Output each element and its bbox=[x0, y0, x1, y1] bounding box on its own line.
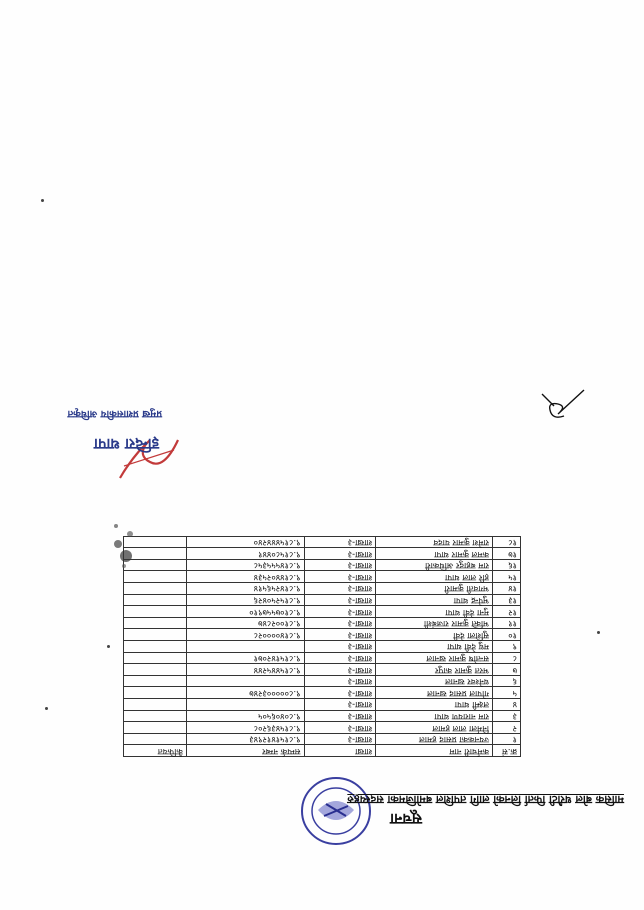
cell-serial: ६ bbox=[493, 675, 521, 687]
header-name: कर्मचारी नाम bbox=[376, 745, 493, 757]
cell-contact bbox=[186, 641, 304, 653]
cell-branch: शाखा-३ bbox=[304, 548, 376, 560]
cell-remarks bbox=[124, 699, 187, 711]
notice-heading: सूचना bbox=[390, 810, 422, 828]
cell-branch: शाखा-३ bbox=[304, 559, 376, 571]
cell-branch: शाखा-३ bbox=[304, 606, 376, 618]
cell-name: ज्यनकका प्रसाद हमाल bbox=[376, 733, 493, 745]
table-header-row bbox=[124, 745, 521, 757]
cell-serial: १३ bbox=[493, 594, 521, 606]
header-branch: शाखा bbox=[304, 745, 376, 757]
cell-contact bbox=[186, 675, 304, 687]
cell-serial: १५ bbox=[493, 571, 521, 583]
cell-remarks bbox=[124, 606, 187, 618]
table-row bbox=[124, 536, 521, 548]
table-row bbox=[124, 571, 521, 583]
cell-contact: ९.८०४०६५०५ bbox=[186, 710, 304, 722]
cell-contact: ९.८१००२८४७ bbox=[186, 617, 304, 629]
table-row bbox=[124, 548, 521, 560]
cell-remarks bbox=[124, 675, 187, 687]
ink-smudge bbox=[100, 508, 146, 576]
cell-branch: शाखा-३ bbox=[304, 699, 376, 711]
cell-remarks bbox=[124, 722, 187, 734]
stamp-title: प्रमुख प्रशासकीय अधिकृत bbox=[67, 408, 162, 419]
table-row bbox=[124, 606, 521, 618]
cell-name: गोपाल प्रसाद खनाल bbox=[376, 687, 493, 699]
cell-serial: ४ bbox=[493, 699, 521, 711]
table-row bbox=[124, 687, 521, 699]
cell-branch: शाखा-३ bbox=[304, 687, 376, 699]
cell-name: सुशिला देवी bbox=[376, 629, 493, 641]
cell-remarks bbox=[124, 664, 187, 676]
table-row bbox=[124, 594, 521, 606]
cell-name: भरत कुमार कापुर bbox=[376, 664, 493, 676]
table-row bbox=[124, 583, 521, 595]
table-row bbox=[124, 617, 521, 629]
cell-remarks bbox=[124, 687, 187, 699]
cell-serial: १४ bbox=[493, 583, 521, 595]
cell-contact: ९.८१५८०४४१ bbox=[186, 548, 304, 560]
cell-serial: १८ bbox=[493, 536, 521, 548]
cell-contact: ९.८१४४०२५३४ bbox=[186, 571, 304, 583]
cell-serial: १२ bbox=[493, 606, 521, 618]
scan-speck bbox=[597, 631, 600, 634]
cell-serial: १७ bbox=[493, 548, 521, 560]
scan-speck bbox=[107, 645, 110, 648]
cell-contact: ९.८१५४४५२४४ bbox=[186, 664, 304, 676]
cell-name: भुपेन्द्र थापा bbox=[376, 594, 493, 606]
cell-name: लक्ष्मी थापा bbox=[376, 699, 493, 711]
signature-mark bbox=[538, 386, 588, 422]
cell-contact: ९.८१५१४१२९४३ bbox=[186, 733, 304, 745]
cell-contact: ९.८१४२५६५१४ bbox=[186, 583, 304, 595]
cell-branch: शाखा-३ bbox=[304, 722, 376, 734]
table-row bbox=[124, 559, 521, 571]
cell-branch: शाखा-३ bbox=[304, 629, 376, 641]
cell-contact: ९.८१०७५५७९१० bbox=[186, 606, 304, 618]
cell-branch: शाखा-३ bbox=[304, 571, 376, 583]
table-row bbox=[124, 733, 521, 745]
header-serial: क्र.सं bbox=[493, 745, 521, 757]
table-row bbox=[124, 699, 521, 711]
cell-branch: शाखा-३ bbox=[304, 536, 376, 548]
cell-name: राम बहादुर अधिकारी bbox=[376, 559, 493, 571]
cell-name: धनेश्वर खनाल bbox=[376, 675, 493, 687]
cell-branch: शाखा-३ bbox=[304, 641, 376, 653]
cell-name: रामेश कुमार यादव bbox=[376, 536, 493, 548]
cell-name: मधु देवी थापा bbox=[376, 641, 493, 653]
table-row bbox=[124, 641, 521, 653]
cell-name: भक्ति कुमार राजबंशी bbox=[376, 617, 493, 629]
cell-remarks bbox=[124, 594, 187, 606]
cell-branch: शाखा-३ bbox=[304, 664, 376, 676]
cell-branch: शाखा-३ bbox=[304, 710, 376, 722]
cell-serial: १६ bbox=[493, 559, 521, 571]
cell-contact: ९.८१५१४२०७१ bbox=[186, 652, 304, 664]
cell-contact bbox=[186, 699, 304, 711]
cell-remarks bbox=[124, 652, 187, 664]
cell-serial: ५ bbox=[493, 687, 521, 699]
cell-remarks bbox=[124, 583, 187, 595]
cell-remarks bbox=[124, 733, 187, 745]
cell-remarks bbox=[124, 641, 187, 653]
cell-name: हरि लाल थापा bbox=[376, 571, 493, 583]
cell-name: भगवती कुमारी bbox=[376, 583, 493, 595]
cell-serial: ११ bbox=[493, 617, 521, 629]
cell-branch: शाखा-३ bbox=[304, 652, 376, 664]
member-table bbox=[123, 536, 521, 757]
cell-contact: ९.८०००००३२४७ bbox=[186, 687, 304, 699]
cell-contact: ९.८१५४३६२०८ bbox=[186, 722, 304, 734]
cell-branch: शाखा-३ bbox=[304, 675, 376, 687]
cell-name: कमल कुमार थापा bbox=[376, 548, 493, 560]
table-row bbox=[124, 664, 521, 676]
cell-serial: १ bbox=[493, 733, 521, 745]
stamp-name: इन्दिरा थापा bbox=[94, 435, 159, 453]
scan-speck bbox=[45, 707, 48, 710]
notice-text-content: मासिक बोल धरौटी फिर्ता लिनको लागि तपशिल बमोजिमका सदस्यहरु bbox=[347, 793, 624, 806]
cell-serial: ८ bbox=[493, 652, 521, 664]
cell-name: निर्मला लाल हमाल bbox=[376, 722, 493, 734]
cell-branch: शाखा-३ bbox=[304, 733, 376, 745]
cell-serial: १० bbox=[493, 629, 521, 641]
cell-contact: ९.८१४५५५३५८ bbox=[186, 559, 304, 571]
table-row bbox=[124, 710, 521, 722]
cell-serial: ९ bbox=[493, 641, 521, 653]
cell-branch: शाखा-३ bbox=[304, 617, 376, 629]
table-row bbox=[124, 652, 521, 664]
cell-name: मुना देवी थापा bbox=[376, 606, 493, 618]
header-remarks: कैफियत bbox=[124, 745, 187, 757]
notice-text bbox=[347, 792, 624, 807]
cell-contact: ९.८१५२५०४२६ bbox=[186, 594, 304, 606]
office-seal bbox=[296, 772, 376, 850]
header-contact: सम्पर्क नम्बर bbox=[186, 745, 304, 757]
table-row bbox=[124, 675, 521, 687]
scan-speck bbox=[41, 199, 44, 202]
cell-remarks bbox=[124, 629, 187, 641]
cell-remarks bbox=[124, 617, 187, 629]
cell-serial: ३ bbox=[493, 710, 521, 722]
cell-contact: ९.८१५४४४२४० bbox=[186, 536, 304, 548]
cell-serial: ७ bbox=[493, 664, 521, 676]
cell-branch: शाखा-३ bbox=[304, 594, 376, 606]
cell-remarks bbox=[124, 710, 187, 722]
table-row bbox=[124, 629, 521, 641]
table-row bbox=[124, 722, 521, 734]
cell-branch: शाखा-३ bbox=[304, 583, 376, 595]
cell-name: राम नारायण थापा bbox=[376, 710, 493, 722]
cell-serial: २ bbox=[493, 722, 521, 734]
cell-contact: ९.८१४००००२८ bbox=[186, 629, 304, 641]
cell-name: सन्तोष कुमार खनाल bbox=[376, 652, 493, 664]
